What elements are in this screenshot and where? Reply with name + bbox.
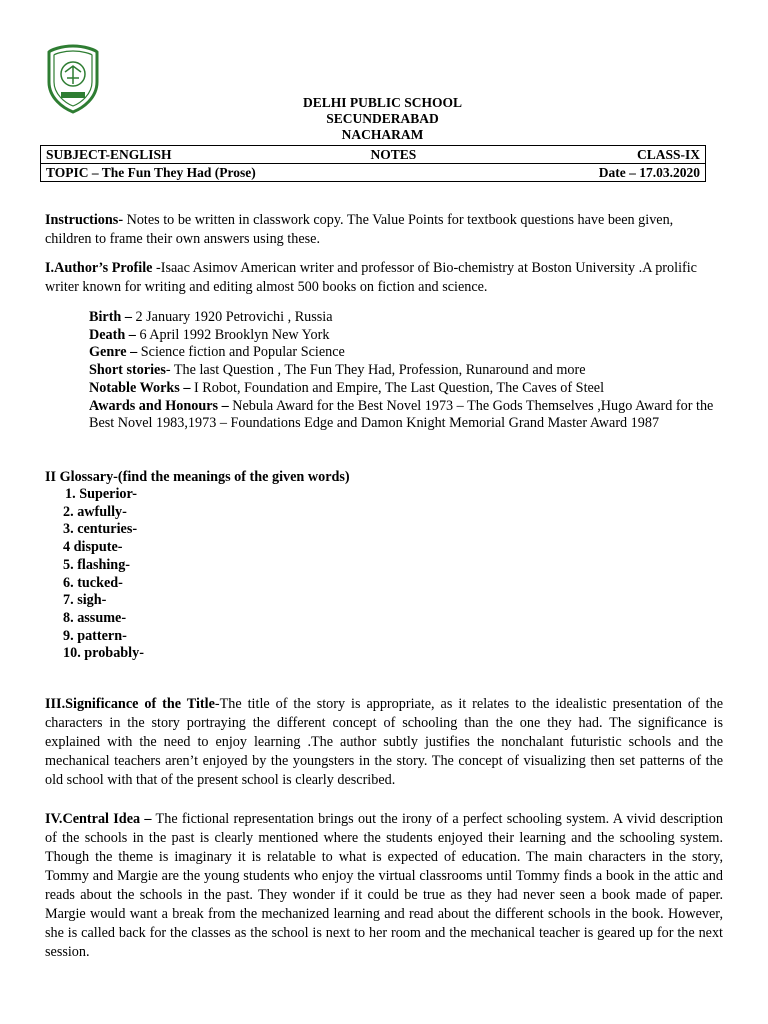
glossary-item: 7. sigh-: [63, 592, 107, 609]
school-header: [230, 95, 535, 143]
central-idea-label: IV.Central Idea –: [45, 811, 152, 827]
school-city: SECUNDERABAD: [326, 111, 439, 126]
author-fact: Genre – Science fiction and Popular Science: [89, 344, 345, 361]
doc-type-label: NOTES: [370, 147, 417, 162]
central-idea-paragraph: [45, 810, 723, 962]
author-fact: Notable Works – I Robot, Foundation and Empire, The Last Question, The Caves of Steel: [89, 379, 605, 396]
topic-label: TOPIC – The Fun They Had (Prose): [46, 165, 256, 180]
central-idea-text: The fictional representation brings out the irony of a perfect schooling system. A vivid description of the schools in the past is clearly mentioned where the students enjoyed their learning and the schooling system. Though the theme is imaginary it is relatable to what is expected of education. The main characters in the story, Tommy and Margie are the young students who enjoy the virtual classrooms until Tommy finds a book in the attic and reads about the schools in the past. They wonder if it could be true as they had never seen a book made of paper. Margie would want a break from the mechanized learning and read about the different schools in the book. However, she is called back for the classes as the school is next to her room and the mechanical teacher is geared up for the next session.: [45, 811, 723, 960]
author-fact: Short stories- The last Question , The Fun They Had, Profession, Runaround and more: [89, 362, 586, 379]
significance-text: -The title of the story is appropriate, as it relates to the idealistic presentation of the characters in the story portraying the different concept of schooling than the one they had. The significance is explained with the need to enjoy learning .The author subtly justifies the nonchalant futuristic schools and the mechanical teachers aren’t enjoyed by the youngsters in the story. The concept of visualizing then set patterns of the old school with that of the present school is clearly described.: [45, 696, 723, 788]
school-name: DELHI PUBLIC SCHOOL: [302, 95, 463, 110]
author-fact: Birth – 2 January 1920 Petrovichi , Russia: [89, 309, 333, 325]
author-facts-list: [89, 309, 719, 433]
subject-label: SUBJECT-ENGLISH: [46, 147, 172, 162]
author-profile-label: I.Author’s Profile: [45, 260, 153, 276]
glossary-item: 5. flashing-: [63, 556, 131, 573]
glossary-item: 6. tucked-: [63, 574, 123, 591]
document-info-table: [40, 145, 706, 182]
glossary-list: [63, 486, 144, 663]
instructions-paragraph: [45, 211, 723, 249]
glossary-item: 1. Superior-: [65, 486, 137, 502]
glossary-item: 8. assume-: [63, 609, 127, 626]
class-label: CLASS-IX: [636, 147, 700, 162]
instructions-text: Notes to be written in classwork copy. The Value Points for textbook questions have been given, children to frame their own answers using these.: [45, 212, 674, 247]
author-profile-paragraph: [45, 259, 723, 297]
significance-paragraph: [45, 695, 723, 790]
significance-label: III.Significance of the Title: [45, 696, 215, 712]
instructions-label: Instructions-: [45, 212, 124, 228]
date-label: Date – 17.03.2020: [598, 165, 700, 180]
glossary-item: 9. pattern-: [63, 627, 127, 644]
author-fact: Awards and Honours – Nebula Award for the Best Novel 1973 – The Gods Themselves ,Hugo Award for the Best Novel 1983,1973 – Foundations Edge and Damon Knight Memorial Grand Master Award 1987: [89, 397, 714, 432]
glossary-item: 3. centuries-: [63, 521, 138, 538]
topic-date-row: [41, 164, 706, 182]
subject-notes-class-row: [41, 146, 706, 164]
author-fact: Death – 6 April 1992 Brooklyn New York: [89, 326, 330, 343]
school-branch: NACHARAM: [341, 127, 424, 142]
author-profile-text: -Isaac Asimov American writer and professor of Bio-chemistry at Boston University .A prolific writer known for writing and editing almost 500 books on fiction and science.: [45, 260, 697, 295]
glossary-item: 4 dispute-: [63, 539, 123, 556]
school-crest-icon: [45, 44, 101, 114]
glossary-item: 2. awfully-: [63, 503, 127, 520]
glossary-item: 10. probably-: [63, 645, 144, 662]
glossary-heading: II Glossary-(find the meanings of the given words): [45, 469, 350, 485]
